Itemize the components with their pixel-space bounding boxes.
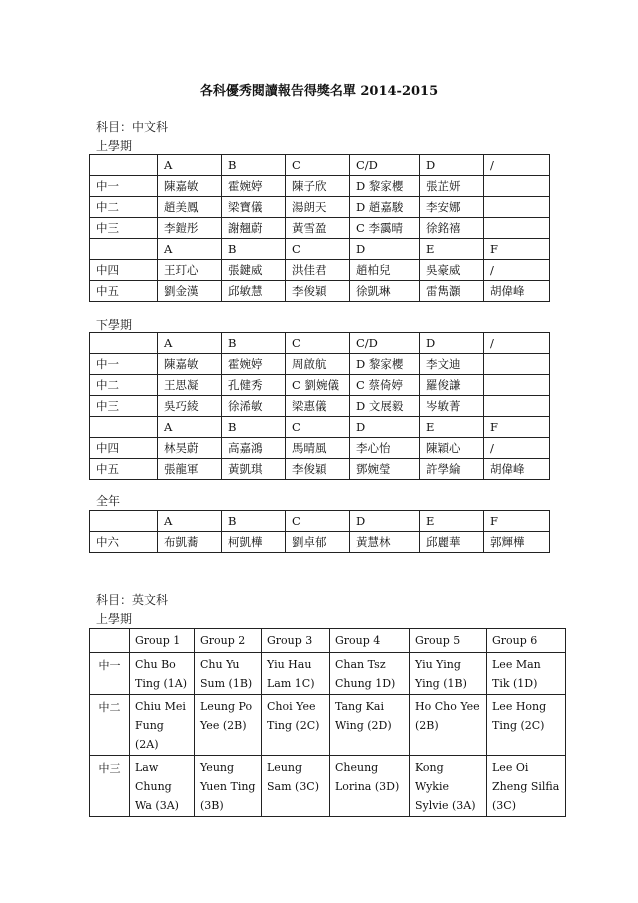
table-cell: Tang Kai Wing (2D) [330,695,410,756]
table-header-row [90,155,550,176]
table-row [90,260,550,281]
table-header-cell: B [222,511,286,532]
table-cell: 劉金漢 [158,281,222,302]
table-row [90,176,550,197]
table-cell: 梁惠儀 [286,396,350,417]
table-header-cell: Group 2 [195,629,262,653]
table-cell: 李安娜 [420,197,484,218]
table-header-cell [90,629,130,653]
table-cell: C 劉婉儀 [286,375,350,396]
table-cell: Yiu Hau Lam 1C) [262,653,330,695]
table-cell [484,218,550,239]
table-header-row [90,333,550,354]
table-cell: 胡偉峰 [484,281,550,302]
table-header-cell: C [286,511,350,532]
table-cell: Yeung Yuen Ting (3B) [195,756,262,817]
table-cell: 羅俊謙 [420,375,484,396]
table-cell: Lee Oi Zheng Silfia (3C) [487,756,566,817]
table-cell: / [484,260,550,281]
table-row [90,695,566,756]
table-row [90,197,550,218]
table-header-cell: A [158,155,222,176]
table-cell: 徐凱琳 [350,281,420,302]
table-row-label: 中三 [90,218,158,239]
table-header-cell: B [222,333,286,354]
table-header-cell: C [286,239,350,260]
table-cell [484,375,550,396]
table-cell: 吳豪威 [420,260,484,281]
table-header-cell [90,333,158,354]
table-header-cell [90,417,158,438]
table-header-cell: Group 1 [130,629,195,653]
table-cell: 趙柏兒 [350,260,420,281]
table-cell: D 文展毅 [350,396,420,417]
table-header-cell: A [158,511,222,532]
table-row [90,756,566,817]
table-header-cell: C [286,417,350,438]
table-cell: 張鍵威 [222,260,286,281]
table-header-cell: F [484,511,550,532]
table-row [90,396,550,417]
table-cell: 郭輝樺 [484,532,550,553]
table-cell: 周啟航 [286,354,350,375]
english-term1-table [89,628,566,817]
table-header-cell: Group 4 [330,629,410,653]
table-cell: 徐銘禧 [420,218,484,239]
table-header-cell: D [350,417,420,438]
table-cell: 岑敏菁 [420,396,484,417]
table-cell: 李文迪 [420,354,484,375]
table-header-cell: C/D [350,333,420,354]
table-header-cell: C [286,155,350,176]
table-row [90,438,550,459]
table-header-cell: E [420,239,484,260]
table-header-cell [90,511,158,532]
table-cell: 林昊蔚 [158,438,222,459]
table-row-label: 中一 [90,354,158,375]
table-cell: Lee Hong Ting (2C) [487,695,566,756]
table-header-row [90,417,550,438]
english-term1-label: 上學期 [96,612,133,626]
table-cell: Choi Yee Ting (2C) [262,695,330,756]
chinese-term2-table [89,332,550,480]
table-cell: 布凱蕎 [158,532,222,553]
table-header-cell: Group 3 [262,629,330,653]
chinese-fullyear-label: 全年 [96,494,121,508]
table-cell: 胡偉峰 [484,459,550,480]
table-header-cell: E [420,511,484,532]
table-cell: 高嘉鴻 [222,438,286,459]
table-cell [484,396,550,417]
table-cell: 謝翹蔚 [222,218,286,239]
table-row-label: 中四 [90,438,158,459]
table-cell: D 黎家櫻 [350,354,420,375]
table-cell: 梁寶儀 [222,197,286,218]
table-cell: 鄧婉瑩 [350,459,420,480]
table-cell: 黃凱琪 [222,459,286,480]
table-header-row [90,511,550,532]
table-cell: 邱麗華 [420,532,484,553]
table-cell: 徐浠敏 [222,396,286,417]
table-cell: Chiu Mei Fung (2A) [130,695,195,756]
chinese-term1-table [89,154,550,302]
table-cell [484,176,550,197]
table-cell: 黃雪盈 [286,218,350,239]
table-cell: D 趙嘉駿 [350,197,420,218]
table-row-label: 中一 [90,653,130,695]
table-cell: / [484,438,550,459]
table-row-label: 中五 [90,459,158,480]
english-subject-label: 科目：英文科 [96,593,169,607]
table-cell: 李俊穎 [286,459,350,480]
table-cell: 劉卓郁 [286,532,350,553]
table-cell: Yiu Ying Ying (1B) [410,653,487,695]
chinese-term2-label: 下學期 [96,318,133,332]
table-cell [484,354,550,375]
table-row [90,354,550,375]
table-row [90,218,550,239]
table-header-cell: A [158,333,222,354]
table-header-cell: C [286,333,350,354]
table-cell: 王玎心 [158,260,222,281]
table-cell: Cheung Lorina (3D) [330,756,410,817]
table-header-cell: D [420,155,484,176]
table-cell: 陳穎心 [420,438,484,459]
table-cell: Chu Yu Sum (1B) [195,653,262,695]
table-row [90,653,566,695]
table-cell: 陳嘉敏 [158,176,222,197]
table-row-label: 中二 [90,197,158,218]
table-cell: 王思凝 [158,375,222,396]
table-cell: Chu Bo Ting (1A) [130,653,195,695]
table-header-cell: B [222,155,286,176]
table-header-cell: D [420,333,484,354]
table-header-cell: D [350,239,420,260]
table-cell: 張芷妍 [420,176,484,197]
table-cell: 邱敏慧 [222,281,286,302]
table-cell: 黃慧林 [350,532,420,553]
table-cell: C 蔡倚婷 [350,375,420,396]
table-header-cell: F [484,239,550,260]
table-cell: 吳巧綾 [158,396,222,417]
chinese-subject-label: 科目：中文科 [96,120,169,134]
table-header-cell: F [484,417,550,438]
table-row [90,459,550,480]
table-header-cell: C/D [350,155,420,176]
table-header-cell: Group 5 [410,629,487,653]
table-row-label: 中三 [90,756,130,817]
table-cell: D 黎家櫻 [350,176,420,197]
table-cell: Ho Cho Yee (2B) [410,695,487,756]
table-cell: Chan Tsz Chung 1D) [330,653,410,695]
table-row-label: 中六 [90,532,158,553]
table-cell: 陳子欣 [286,176,350,197]
table-row-label: 中四 [90,260,158,281]
table-row [90,532,550,553]
table-row [90,281,550,302]
table-row-label: 中一 [90,176,158,197]
table-cell: 湯朗天 [286,197,350,218]
table-cell: 洪佳君 [286,260,350,281]
table-cell: Lee Man Tik (1D) [487,653,566,695]
table-cell: 陳嘉敏 [158,354,222,375]
table-header-cell: Group 6 [487,629,566,653]
table-header-row [90,629,566,653]
table-cell [484,197,550,218]
table-row-label: 中五 [90,281,158,302]
table-cell: 趙美鳳 [158,197,222,218]
table-cell: C 李靄晴 [350,218,420,239]
table-cell: Leung Sam (3C) [262,756,330,817]
table-header-cell: A [158,239,222,260]
table-header-cell [90,155,158,176]
table-header-cell: E [420,417,484,438]
table-row-label: 中二 [90,375,158,396]
table-header-row [90,239,550,260]
table-header-cell: / [484,155,550,176]
table-cell: 李鎧彤 [158,218,222,239]
table-cell: 雷雋灝 [420,281,484,302]
table-cell: 張龍軍 [158,459,222,480]
table-cell: 許學綸 [420,459,484,480]
page-title: 各科優秀閱讀報告得獎名單 2014-2015 [199,84,439,99]
table-cell: Law Chung Wa (3A) [130,756,195,817]
table-header-cell: B [222,239,286,260]
table-cell: 李俊穎 [286,281,350,302]
table-cell: 馬晴風 [286,438,350,459]
table-cell: 霍婉婷 [222,176,286,197]
table-cell: 孔健秀 [222,375,286,396]
table-cell: 李心怡 [350,438,420,459]
table-cell: 柯凱樺 [222,532,286,553]
table-header-cell: / [484,333,550,354]
table-header-cell: D [350,511,420,532]
table-row [90,375,550,396]
table-cell: 霍婉婷 [222,354,286,375]
table-cell: Kong Wykie Sylvie (3A) [410,756,487,817]
table-header-cell: B [222,417,286,438]
chinese-term1-label: 上學期 [96,139,133,153]
table-cell: Leung Po Yee (2B) [195,695,262,756]
chinese-fullyear-table [89,510,550,553]
table-header-cell: A [158,417,222,438]
table-row-label: 中二 [90,695,130,756]
table-header-cell [90,239,158,260]
table-row-label: 中三 [90,396,158,417]
